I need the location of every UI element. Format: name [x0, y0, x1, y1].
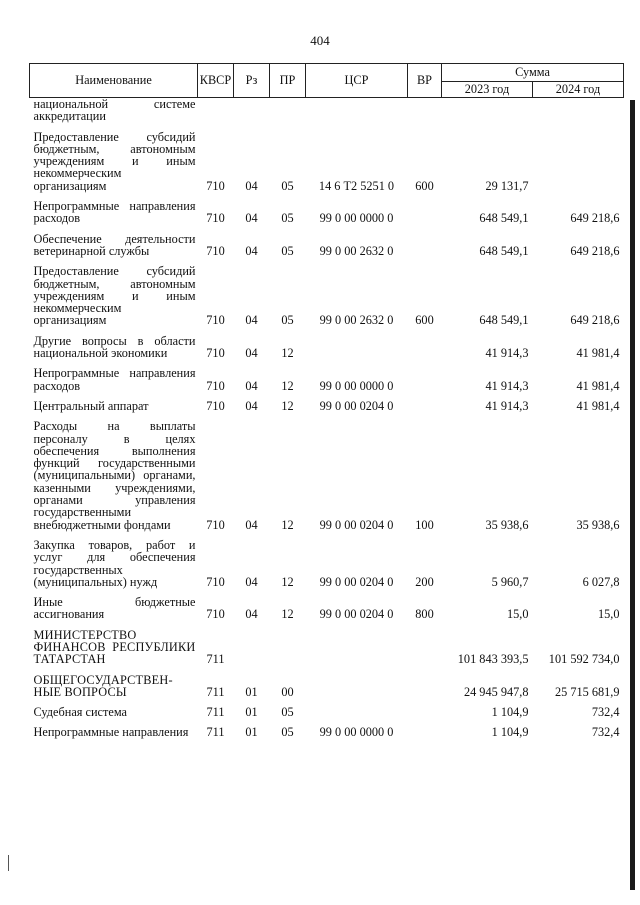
row-rz: 04: [245, 517, 258, 532]
row-pr: 05: [281, 313, 294, 328]
row-vr: [408, 335, 442, 360]
scan-edge-shadow: [630, 100, 635, 890]
row-sum-2024: 35 938,6: [576, 517, 620, 532]
row-pr: [270, 98, 306, 123]
row-name: Предоставление субсидий бюджетным, автономным учреждениям и иным некоммерческим организациям: [33, 264, 196, 328]
row-pr: 12: [281, 574, 294, 589]
row-name: Закупка товаров, работ и услуг для обеспечения государственных (муниципальных) нужд: [33, 537, 196, 589]
row-csr: 99 0 00 0204 0: [319, 517, 394, 532]
table-row: [30, 596, 624, 621]
row-rz: 04: [245, 346, 258, 361]
row-rz: 04: [245, 574, 258, 589]
budget-table: [29, 63, 624, 739]
row-sum-2024: 649 218,6: [570, 313, 620, 328]
row-sum-2024: [533, 131, 624, 192]
row-pr: 00: [281, 684, 294, 699]
row-rz: 04: [245, 243, 258, 258]
row-csr: 99 0 00 0204 0: [319, 574, 394, 589]
row-sum-2023: 5 960,7: [491, 574, 529, 589]
row-sum-2023: 648 549,1: [479, 313, 529, 328]
row-name: МИНИСТЕРСТВО ФИНАНСОВ РЕСПУБЛИКИ ТАТАРСТАН: [33, 627, 196, 667]
row-pr: 12: [281, 378, 294, 393]
row-pr: [270, 629, 306, 666]
row-vr: 100: [415, 517, 434, 532]
row-sum-2024: 649 218,6: [570, 243, 620, 258]
row-rz: 04: [245, 398, 258, 413]
row-rz: 01: [245, 725, 258, 740]
row-sum-2023: 41 914,3: [485, 378, 529, 393]
header-rz: Рз: [234, 64, 270, 98]
table-row: [30, 367, 624, 392]
table-body: [30, 98, 624, 739]
row-csr: 99 0 00 0000 0: [319, 211, 394, 226]
row-name: Судебная система: [33, 705, 127, 720]
row-name: Иные бюджетные ассигнования: [33, 595, 196, 622]
row-kvsr: 711: [206, 705, 225, 720]
row-pr: 05: [281, 211, 294, 226]
row-vr: [408, 674, 442, 699]
table-row: [30, 200, 624, 225]
row-sum-2023: 24 945 947,8: [463, 684, 529, 699]
header-year-2024: 2024 год: [533, 82, 624, 98]
row-kvsr: 710: [206, 211, 225, 226]
row-csr: [306, 335, 408, 360]
row-pr: 05: [281, 243, 294, 258]
row-vr: [408, 726, 442, 738]
header-pr: ПР: [270, 64, 306, 98]
page-number: 404: [310, 33, 330, 48]
row-kvsr: 711: [206, 684, 225, 699]
row-name: Непрограммные направления: [33, 725, 189, 740]
table-row: [30, 98, 624, 123]
row-vr: 600: [415, 178, 434, 193]
row-rz: 04: [245, 313, 258, 328]
row-csr: [306, 98, 408, 123]
row-sum-2023: 648 549,1: [479, 211, 529, 226]
row-sum-2023: 15,0: [506, 607, 529, 622]
row-sum-2024: 649 218,6: [570, 211, 620, 226]
row-sum-2024: 6 027,8: [582, 574, 620, 589]
row-kvsr: 710: [206, 574, 225, 589]
header-csr: ЦСР: [306, 64, 408, 98]
row-sum-2024: 41 981,4: [576, 398, 620, 413]
row-kvsr: 710: [206, 243, 225, 258]
row-sum-2023: 648 549,1: [479, 243, 529, 258]
row-name: Предоставление субсидий бюджетным, автономным учреждениям и иным некоммерческим организациям: [33, 129, 196, 193]
row-csr: 99 0 00 0000 0: [319, 378, 394, 393]
scan-mark: [8, 855, 9, 871]
row-sum-2024: [533, 98, 624, 123]
row-rz: 04: [245, 178, 258, 193]
row-vr: 600: [415, 313, 434, 328]
row-vr: [408, 98, 442, 123]
table-row: [30, 131, 624, 192]
row-csr: [306, 674, 408, 699]
row-vr: [408, 400, 442, 412]
row-csr: [306, 629, 408, 666]
row-csr: 99 0 00 0204 0: [319, 607, 394, 622]
row-vr: [408, 629, 442, 666]
row-name: ОБЩЕГОСУДАРСТВЕН-НЫЕ ВОПРОСЫ: [33, 672, 173, 699]
row-csr: 99 0 00 2632 0: [319, 243, 394, 258]
row-rz: 04: [245, 378, 258, 393]
row-pr: 05: [281, 705, 294, 720]
header-sum: Сумма: [442, 64, 624, 82]
header-kvsr: КВСР: [198, 64, 234, 98]
row-pr: 12: [281, 346, 294, 361]
row-kvsr: 710: [206, 607, 225, 622]
row-vr: 800: [415, 607, 434, 622]
row-rz: 04: [245, 607, 258, 622]
row-pr: 05: [281, 178, 294, 193]
row-csr: 99 0 00 2632 0: [319, 313, 394, 328]
row-sum-2023: 1 104,9: [491, 725, 529, 740]
row-name: Расходы на выплаты персоналу в целях обеспечения выполнения функций государственными (муниципальными) органами, казенными учреждениями, органами управления государственными внебюджетными фондами: [33, 419, 196, 532]
row-sum-2024: 732,4: [591, 725, 620, 740]
row-rz: 04: [245, 211, 258, 226]
table-row: [30, 335, 624, 360]
row-pr: 12: [281, 607, 294, 622]
row-vr: [408, 706, 442, 718]
row-pr: 12: [281, 398, 294, 413]
row-kvsr: 710: [206, 378, 225, 393]
row-sum-2023: 101 843 393,5: [457, 652, 529, 667]
row-csr: 14 6 Т2 5251 0: [318, 178, 395, 193]
row-sum-2023: 35 938,6: [485, 517, 529, 532]
table-row: [30, 400, 624, 412]
table-row: [30, 265, 624, 326]
row-vr: [408, 200, 442, 225]
table-row: [30, 674, 624, 699]
table-row: [30, 706, 624, 718]
row-sum-2024: 41 981,4: [576, 378, 620, 393]
row-vr: [408, 367, 442, 392]
row-kvsr: 710: [206, 178, 225, 193]
row-sum-2024: 101 592 734,0: [548, 652, 620, 667]
row-name: Непрограммные направления расходов: [33, 366, 196, 393]
row-sum-2024: 732,4: [591, 705, 620, 720]
row-vr: 200: [415, 574, 434, 589]
row-sum-2024: 25 715 681,9: [554, 684, 620, 699]
table-row: [30, 726, 624, 738]
row-rz: 01: [245, 684, 258, 699]
row-sum-2024: 41 981,4: [576, 346, 620, 361]
row-kvsr: 710: [206, 313, 225, 328]
table-row: [30, 420, 624, 531]
row-pr: 05: [281, 725, 294, 740]
row-kvsr: 710: [206, 346, 225, 361]
table-row: [30, 539, 624, 588]
row-name: Центральный аппарат: [33, 398, 149, 413]
row-name: национальной системе аккредитации: [33, 97, 196, 124]
row-rz: 01: [245, 705, 258, 720]
row-sum-2023: 41 914,3: [485, 346, 529, 361]
row-sum-2023: 1 104,9: [491, 705, 529, 720]
row-sum-2024: 15,0: [597, 607, 620, 622]
row-sum-2023: [442, 98, 533, 123]
row-csr: [306, 706, 408, 718]
table-header: [30, 64, 624, 98]
row-sum-2023: 29 131,7: [485, 178, 529, 193]
row-kvsr: 711: [206, 725, 225, 740]
row-rz: [234, 629, 270, 666]
row-kvsr: 710: [206, 398, 225, 413]
row-kvsr: 711: [206, 652, 225, 667]
header-year-2023: 2023 год: [442, 82, 533, 98]
row-csr: 99 0 00 0000 0: [319, 725, 394, 740]
header-vr: ВР: [408, 64, 442, 98]
row-rz: [234, 98, 270, 123]
row-name: Непрограммные направления расходов: [33, 199, 196, 226]
row-vr: [408, 233, 442, 258]
row-pr: 12: [281, 517, 294, 532]
table-row: [30, 629, 624, 666]
row-csr: 99 0 00 0204 0: [319, 398, 394, 413]
row-name: Обеспечение деятельности ветеринарной службы: [33, 231, 196, 258]
row-kvsr: 710: [206, 517, 225, 532]
header-name: Наименование: [30, 64, 198, 98]
row-sum-2023: 41 914,3: [485, 398, 529, 413]
row-name: Другие вопросы в области национальной экономики: [33, 333, 196, 361]
row-kvsr: [198, 98, 234, 123]
table-row: [30, 233, 624, 258]
